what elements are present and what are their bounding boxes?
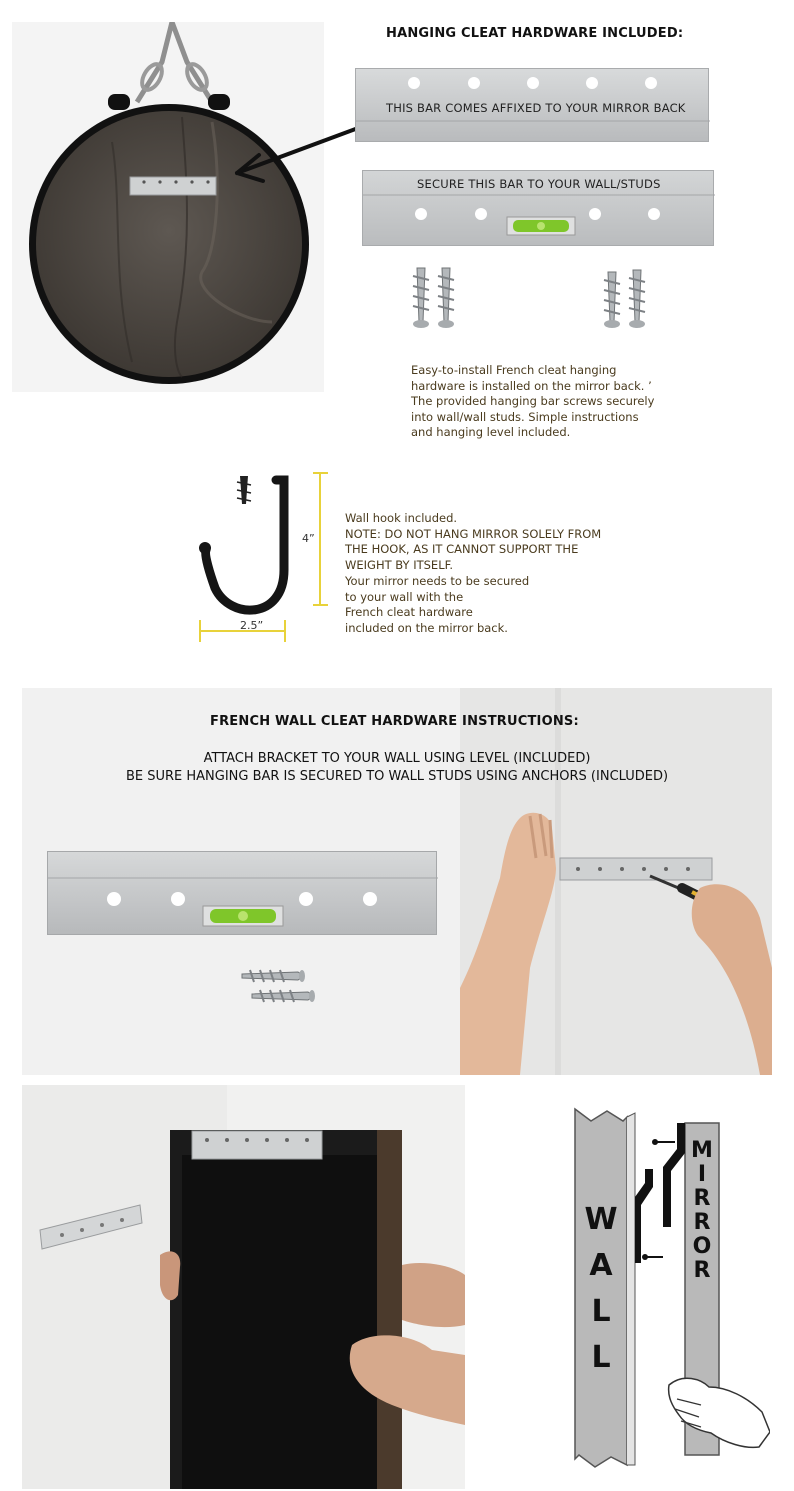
note-line: Wall hook included. [345, 511, 458, 525]
note-line: WEIGHT BY ITSELF. [345, 558, 454, 573]
description-line: Easy-to-install French cleat hanging [411, 363, 617, 377]
wall-cleat-bar [362, 170, 714, 246]
hanging-mirror-photo [22, 1085, 465, 1489]
round-mirror-illustration [12, 22, 324, 392]
note-line: NOTE: DO NOT HANG MIRROR SOLELY FROM [345, 526, 602, 541]
mirror-cleat-bar [355, 68, 709, 142]
description-line: hardware is installed on the mirror back. ’ [411, 378, 652, 393]
note-line: to your wall with the [345, 589, 464, 604]
instructions-title: FRENCH WALL CLEAT HARDWARE INSTRUCTIONS: [210, 714, 579, 729]
mirror-letter: R [693, 1258, 711, 1283]
mirror-letter: I [697, 1162, 707, 1187]
wall-letter: L [591, 1294, 611, 1329]
mirror-letter: R [693, 1186, 711, 1211]
instruction-line-2: BE SURE HANGING BAR IS SECURED TO WALL STUDS USING ANCHORS (INCLUDED) [125, 769, 669, 784]
note-line: Your mirror needs to be secured [345, 573, 530, 588]
hands-screwdriver-illustration [460, 688, 772, 1075]
anchor-screws-icon [405, 262, 665, 334]
mirror-letter: R [693, 1210, 711, 1235]
level-bar-details [48, 852, 438, 936]
bar1-caption: THIS BAR COMES AFFIXED TO YOUR MIRROR BACK [386, 101, 686, 115]
wall-hook-illustration [190, 470, 340, 650]
wall-letter: W [584, 1202, 618, 1237]
description-line: into wall/wall studs. Simple instructions [411, 409, 639, 424]
cleat-diagram-drawing [487, 1087, 770, 1489]
cleat-diagram [487, 1087, 770, 1489]
wall-letter: A [589, 1248, 613, 1283]
hook-height-label: 4” [302, 532, 315, 545]
wall-label [583, 1197, 619, 1381]
anchors-icon [238, 964, 328, 1006]
mirror-letter: O [692, 1234, 712, 1259]
description-line: and hanging level included. [411, 425, 571, 439]
mirror-label [688, 1139, 716, 1283]
note-line: French cleat hardware [345, 605, 473, 620]
hardware-included-title: HANGING CLEAT HARDWARE INCLUDED: [386, 26, 684, 41]
level-cleat-bar [47, 851, 437, 935]
hook-note [345, 511, 665, 637]
wall-letter: L [591, 1340, 611, 1375]
hardware-description [411, 363, 711, 441]
note-line: included on the mirror back. [345, 620, 508, 635]
mirror-hanging-illustration [22, 1085, 465, 1489]
instruction-line-1: ATTACH BRACKET TO YOUR WALL USING LEVEL (INCLUDED) [203, 751, 591, 766]
hook-width-label: 2.5” [240, 619, 264, 632]
installing-bracket-photo [460, 688, 772, 1075]
note-line: THE HOOK, AS IT CANNOT SUPPORT THE [345, 542, 579, 557]
description-line: The provided hanging bar screws securely [411, 394, 655, 408]
bar2-caption: SECURE THIS BAR TO YOUR WALL/STUDS [417, 177, 661, 191]
round-mirror-photo [12, 22, 324, 392]
mirror-letter: M [691, 1138, 713, 1163]
